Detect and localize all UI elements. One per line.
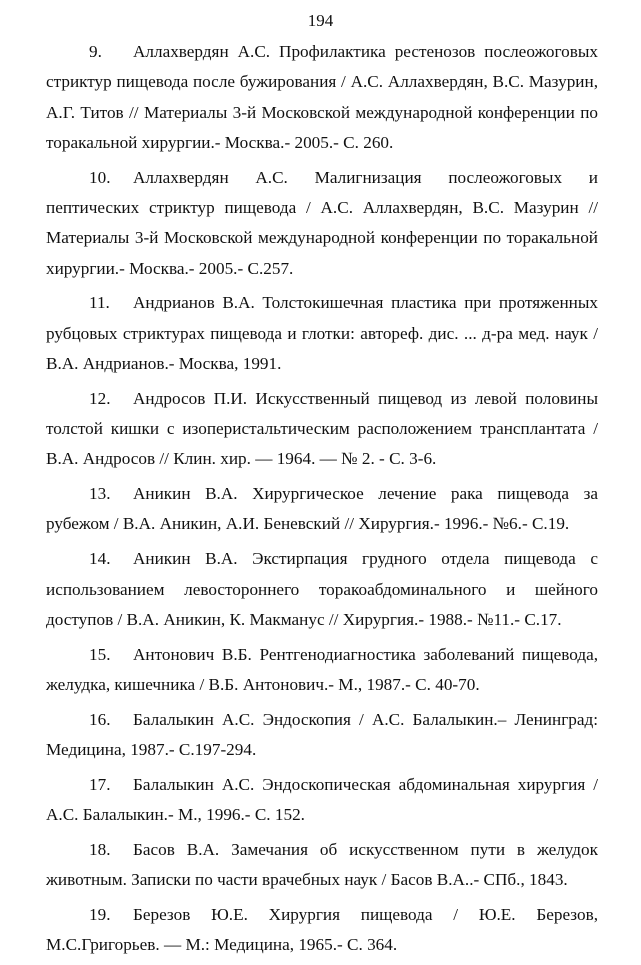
reference-item [46, 770, 598, 831]
reference-text: Антонович В.Б. Рентгенодиагностика заболеваний пищевода, желудка, кишечника / В.Б. Антонович.- М., 1987.- С. 40-70. [46, 644, 598, 694]
reference-text: Андросов П.И. Искусственный пищевод из левой половины толстой кишки с изоперистальтическим расположением трансплантата / В.А. Андросов // Клин. хир. — 1964. — № 2. - С. 3-6. [46, 388, 598, 469]
reference-number: 18. [89, 839, 111, 859]
reference-text: Балалыкин А.С. Эндоскопия / А.С. Балалыкин.– Ленинград: Медицина, 1987.- С.197-294. [46, 709, 598, 760]
reference-list [46, 37, 598, 965]
reference-text: Аникин В.А. Хирургическое лечение рака пищевода за рубежом / В.А. Аникин, А.И. Беневский // Хирургия.- 1996.- №6.- С.19. [46, 484, 598, 534]
reference-number: 10. [89, 167, 111, 187]
reference-number: 13. [89, 484, 111, 504]
page-number: 194 [307, 11, 334, 30]
reference-number: 17. [89, 774, 111, 794]
reference-item [46, 479, 598, 540]
reference-number: 12. [89, 388, 111, 408]
reference-text: Березов Ю.Е. Хирургия пищевода / Ю.Е. Березов, М.С.Григорьев. — М.: Медицина, 1965.- С. 364. [46, 905, 598, 955]
reference-text: Аникин В.А. Экстирпация грудного отдела пищевода с использованием левостороннего торакоабдоминального и шейного доступов / В.А. Аникин, К. Макманус // Хирургия.- 1988.- №11.- С.17. [46, 549, 598, 629]
reference-number: 19. [89, 905, 111, 925]
reference-item [46, 163, 598, 284]
reference-number: 11. [89, 293, 110, 313]
reference-number: 16. [89, 709, 111, 729]
reference-item [46, 835, 598, 896]
reference-text: Балалыкин А.С. Эндоскопическая абдоминальная хирургия / А.С. Балалыкин.- М., 1996.- С. 152. [46, 774, 598, 825]
reference-item [46, 384, 598, 475]
reference-item [46, 37, 598, 158]
reference-item [46, 544, 598, 635]
reference-item [46, 900, 598, 961]
reference-item [46, 705, 598, 766]
reference-text: Аллахвердян А.С. Профилактика рестенозов послеожоговых стриктур пищевода после бужирования / А.С. Аллахвердян, В.С. Мазурин, А.Г. Титов // Материалы 3-й Московской международной конференции по торакальной хирургии.- Москва.- 2005.- С. 260. [46, 42, 598, 152]
reference-number: 9. [89, 42, 102, 61]
reference-text: Аллахвердян А.С. Малигнизация послеожоговых и пептических стриктур пищевода / А.С. Аллахвердян, В.С. Мазурин // Материалы 3-й Московской международной конференции по торакальной хирургии.- Москва.- 2005.- С.257. [46, 167, 598, 278]
reference-number: 14. [89, 549, 111, 569]
reference-text: Басов В.А. Замечания об искусственном пути в желудок животным. Записки по части врачебных наук / Басов В.А..- СПб., 1843. [46, 839, 598, 890]
reference-text: Андрианов В.А. Толстокишечная пластика при протяженных рубцовых стриктурах пищевода и глотки: автореф. дис. ... д-ра мед. наук / В.А. Андрианов.- Москва, 1991. [46, 293, 598, 373]
reference-item [46, 288, 598, 379]
reference-item [46, 640, 598, 701]
reference-number: 15. [89, 644, 111, 664]
